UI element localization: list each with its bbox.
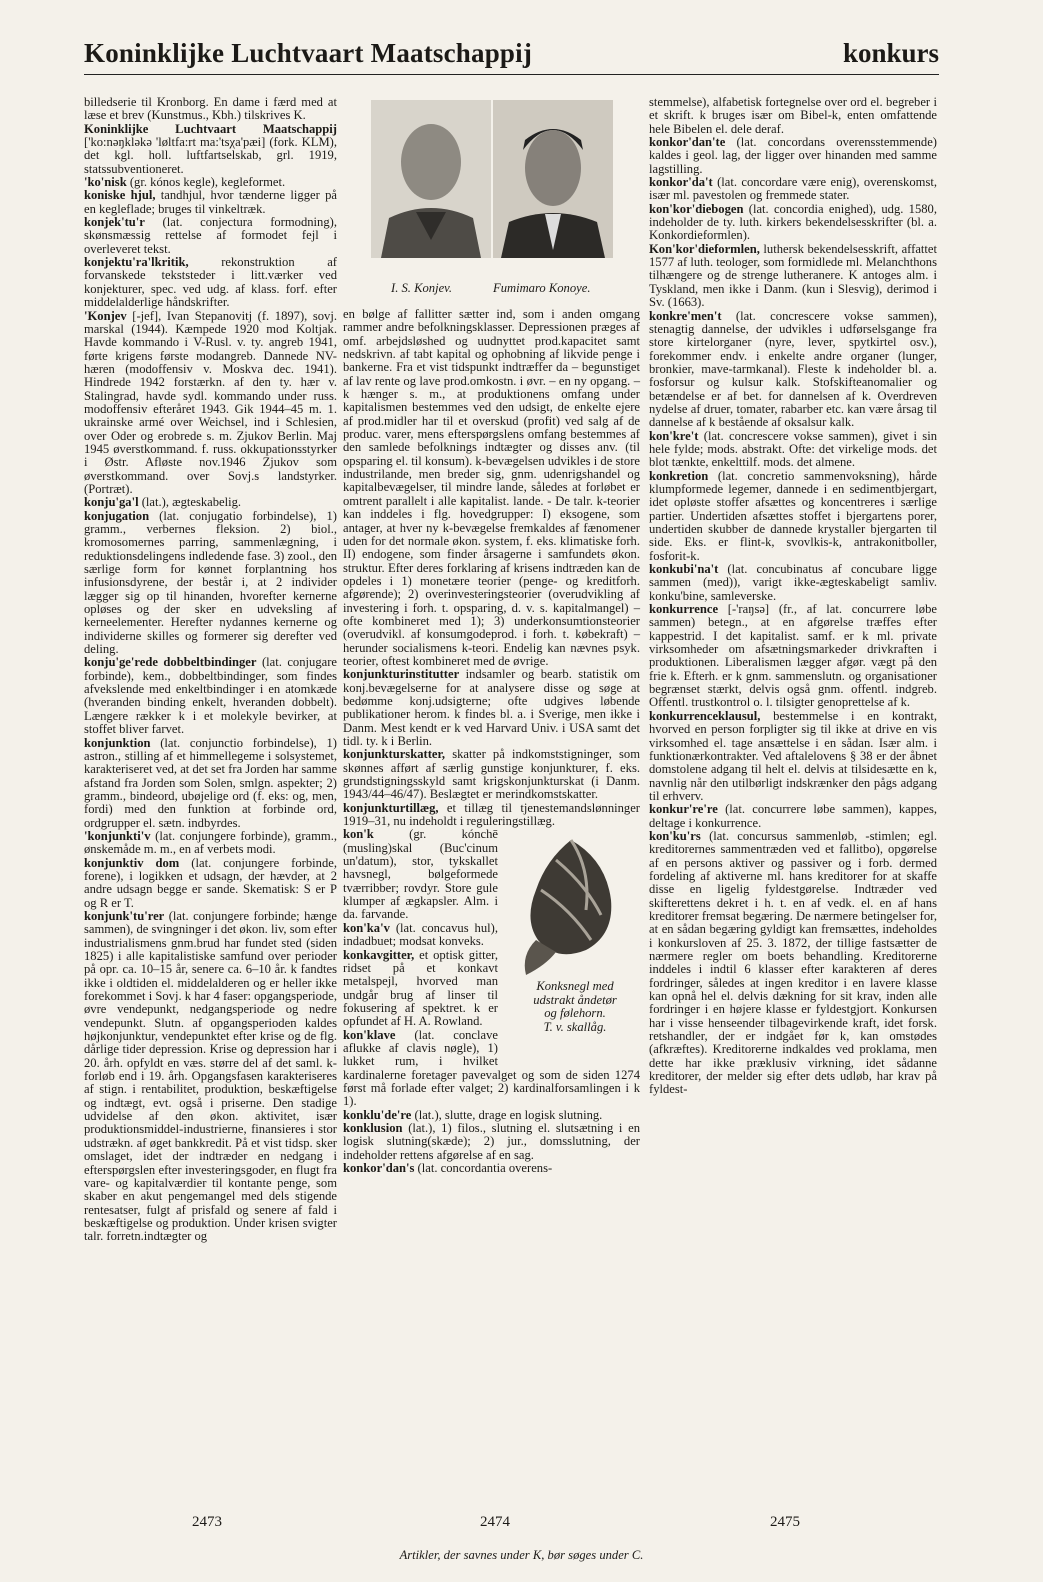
entry-text: indsamler og bearb. statistik om konj.bevægelserne for at analysere disse og søge at bedømme konj.udsigterne; ofte udgives løbende publikationer herom. k findes bl. a. i Sverige, men ikke i Danm. Mest kendt er k ved Harvard Univ. i USA samt det tidl. ty. k i Berlin. <box>343 667 640 748</box>
dictionary-entry <box>84 96 337 123</box>
portrait-konjev-caption: I. S. Konjev. <box>391 281 452 295</box>
dictionary-entry <box>649 603 937 710</box>
entry-headword: kon'ka'v <box>343 920 390 935</box>
dictionary-entry <box>84 496 337 509</box>
entry-text: (lat. concursus sammenløb, -stimlen; egl. kreditorernes sammentræden ved et fallitbo), opgørelse af en persons aktiver og passiver og i forb. dermed fordeling af aktiverne ml. hans kreditorer for at skaffe disse en ligelig fyldestgørelse. Indtræder ved skifterettens dekret i h. t. en af vedk. el. en af hans kreditorer fremsat begæring. De nærmere betingelser for, at en sådan begæring gyldigt kan fremsættes, indeholdes i konkursloven af 25. 3. 1872, der tillige fastsætter de nærmere regler om boets behandling. Kreditorerne inddeles i indtil 6 klasser efter karakteren af deres fordringer, således at ingen kreditor i en lavere klasse kan opnå hel el. delvis dækning for sit krav, inden alle fordringer i en højere klasse er fyldestgjort. Konkursen har i visse henseender tilbagevirkende kraft, idet forsk. retshandler, der er indgået før k, kan omstødes (afkræftes). Kreditorerne indkaldes ved proklama, men dette har ikke præklusiv virkning, idet sådanne kreditorer, der melder sig efter dets udløb, har krav på fyldest- <box>649 828 937 1097</box>
entry-headword: konju'ge'rede dobbeltbindinger <box>84 655 257 670</box>
entry-text: (lat. concrescere vokse sammen), givet i sin hele fylde; mods. abstrakt. Ofte: det virkelige mods. det blot tænkte, enkelttilf. mods. det almene. <box>649 428 937 470</box>
dictionary-entry <box>84 123 337 176</box>
entry-text: [-jef], Ivan Stepanovitj (f. 1897), sovj. marskal (1944). Kæmpede 1920 mod Koltjak. Havde kommando i V-Rusl. v. ty. angreb 1941, førte krigens første modangreb. Dannede NV-hæren (modoffensiv v. Moskva dec. 1941). Hindrede 1942 forstærkn. af den ty. hær v. Stalingrad, havde sydl. kommando under russ. modoffensiv efteråret 1943. Gik 1944–45 m. 1. ukrainske armé over Weichsel, ind i Schlesien, over Oder og erobrede s. m. Zjukov Berlin. Maj 1945 øverstkommand. f. russ. okkupationsstyrker i Østr. Afløste nov.1946 Zjukov som øverstkommand. over Sovj.s landstyrker. (Portræt). <box>84 308 337 496</box>
portraits-figure <box>343 96 640 308</box>
footer-note: Artikler, der savnes under K, bør søges under C. <box>399 1548 644 1562</box>
page-number: 2475 <box>770 1514 800 1530</box>
running-head-right: konkurs <box>842 38 939 68</box>
entry-text: (lat. conjungere forbinde, forene), i logikken et udsagn, der hævder, at 2 andre udsagn begge er sande. Skematisk: S er P og R er T. <box>84 855 337 910</box>
shell-figure <box>504 830 646 1058</box>
page-number: 2473 <box>192 1514 222 1530</box>
entry-headword: konjunk'tu'rer <box>84 908 165 923</box>
entry-headword: konjunktion <box>84 735 151 750</box>
portrait-konjev-image <box>371 100 491 258</box>
column-1 <box>84 96 337 1244</box>
entry-text: (lat. conjungere forbinde; hænge sammen), de svingninger i det økon. liv, som efter industrialismens gnm.brud har fundet sted (siden 1825) i alle kapitalistiske samfund over perioder på opr. ca. 10–15 år, senere ca. 6–10 år. k fandtes ikke i oldtiden el. middelalderen og er heller ikke forekommet i Sovj. k har 4 faser: opgangsperiode, øvre vendepunkt, nedgangsperiode og nedre vendepunkt. Slutn. af opgangsperioden kaldes højkonjunktur, vendepunktet efter krise og de flg. dårlige tider depression. Krise og depression har i 20. årh. opfyldt en væs. større del af det saml. k-forløb end i 19. årh. Opgangsfasen karakteriseres af stign. i rentabilitet, produktion, beskæftigelse og indtægt, evt. også i priserne. Den stadige udvidelse af den økon. aktivitet, især produktionsmiddel-industrierne, finansieres i stor udstrækn. af øget bankkredit. På et vist tidsp. sker omslaget, idet der indtræder en nedgang i efterspørgslen efter investeringsgoder, en flugt fra vare- og kapitalværdier til kontante penge, som skaber en akut pengemangel med dels stigende rentesatser, fulgt af prisfald og senere af fald i beskæftigelse og produktion. Under krisen svigter talr. forretn.indtægter og <box>84 908 337 1244</box>
dictionary-entry <box>84 510 337 657</box>
entry-text: bestemmelse i en kontrakt, hvorved en person forpligter sig til ikke at drive en vis virksomhed el. tage ansættelse i en sådan. Især alm. i funktionærkontrakter. Ved aftalelovens § 38 er der åbnet domstolene adgang til helt el. delvis at tilsidesætte en k, navnlig når den utilbørligt indskrænker den pågs adgang til erhverv. <box>649 708 937 803</box>
header-rule <box>84 74 939 75</box>
dictionary-entry <box>84 910 337 1244</box>
entry-headword: kon'kor'diebogen <box>649 201 744 216</box>
entry-headword: koniske hjul, <box>84 188 156 203</box>
entry-text: (lat. concavus hul), indadbuet; modsat konveks. <box>343 920 498 949</box>
entry-headword: kon'ku'rs <box>649 828 701 843</box>
shell-caption-line: Konksnegl med <box>536 979 614 994</box>
entry-headword: konkor'da't <box>649 175 713 190</box>
dictionary-entry <box>343 1122 640 1162</box>
entry-text: (lat. conjunctio forbindelse), 1) astron., stilling af et himmellegeme i solsystemet, karakteriseret ved, at det set fra Jorden har samme afstand fra Jorden som Solen, smlgn. aspekter; 2) gramm., bindeord, ubøjelige ord (f. eks: og, men, fordi) med den funktion at forbinde ord, ordgrupper el. sætn. indbyrdes. <box>84 735 337 830</box>
entry-text: (lat. concordare være enig), overenskomst, især ml. pavestolen og fremmede stater. <box>649 175 937 203</box>
entry-text: (lat.), 1) filos., slutning el. slutsætning i en logisk slutning(skæde); 2) jur., domsslutning, der indeholder rettens afgørelse af en sag. <box>343 1120 640 1162</box>
dictionary-entry <box>84 656 337 736</box>
entry-text: (lat.), slutte, drage en logisk slutning. <box>411 1107 603 1122</box>
entry-text: en bølge af fallitter sætter ind, som i anden omgang rammer andre befolkningsklasser. Depressionen præges af omf. arbejdsløshed og uudnyttet prod.kapacitet samt nedskrivn. af tabt kapital og ophobning af likvide penge i bankerne. Fra et vist tidspunkt indtræffer da – begunstiget af lav rente og lave prod.omkostn. i øvr. – en ny opgang. – k hænger s. m., at produktionens omfang under kapitalismen bestemmes ved den udsigt, de enkelte ejere af prod.midler har til et overskud (profit) ved salg af de produc. varer, mens efterspørgslens omfang bestemmes af den samlede befolknings indtægter og disses anv. (til opsparing el. til konsum). k-bevægelsen udvikles i de store industrilande, men breder sig, gnm. udenrigshandel og kapitalbevægelser, til mindre lande, således at forløbet er omtrent parallelt i alle kapitalist. lande. - De talr. k-teorier kan inddeles i flg. hovedgrupper: I) eksogene, som antager, at hver ny k-bevægelse fremkaldes af fænomener uden for det normale økon. system, f. eks. klimatiske forh. II) endogene, som finder årsagerne i samfundets økon. struktur. Efter deres forklaring af krisens indtræden kan de opdeles i 1) monetære teorier (penge- og kreditforh. afgørende); 2) overinvesteringsteorier (overudvikling af investering i forh. t. opsparing, d. v. s. kapitalmangel) – ofte kombineret med 1); 3) underkonsumtionsteorier (overudvikl. af konsumgodeprod. i forh. t. købekraft) – herunder socialismens k-teori. Endelig kan nævnes psyk. teorier, oftest kombineret med de øvrige. <box>343 307 640 668</box>
entry-headword: konkavgitter, <box>343 947 415 962</box>
entry-headword: konjugation <box>84 508 150 523</box>
dictionary-entry <box>343 802 640 829</box>
entry-headword: konkor'dan's <box>343 1161 415 1175</box>
entry-headword: Koninklijke Luchtvaart Maatschappij <box>84 121 337 136</box>
entry-text: (gr. kónchē (musling)skal (Buc'cinum un'datum), stor, tykskallet havsnegl, bølgeformede tværribber; rovdyr. Store gule klumper af ægkapsler. Alm. i da. farvande. <box>343 827 498 922</box>
running-head-left: Koninklijke Luchtvaart Maatschappij <box>84 38 533 68</box>
entry-headword: konjunkturskatter, <box>343 747 446 762</box>
dictionary-entry <box>343 1109 640 1122</box>
dictionary-entry <box>649 203 937 243</box>
entry-headword: konklu'de're <box>343 1107 412 1122</box>
dictionary-entry <box>649 710 937 803</box>
entry-headword: 'Konjev <box>84 308 127 323</box>
entry-text: et optisk gitter, ridset på et konkavt metalspejl, hvorved man undgår brug af linser til fokusering af spektret. k er opfundet af H. A. Rowland. <box>343 947 498 1029</box>
dictionary-entry <box>649 803 937 830</box>
dictionary-entry <box>343 668 640 748</box>
entry-text: (lat. concretio sammenvoksning), hårde klumpformede legemer, dannede i en sedimentbjergart, idet opløste stoffer afsættes og koncentreres i særlige partier. Undertiden afsættes stoffet i bjergartens porer, undertiden skubber de dannede krystaller bjergarten til side. Eks. er flint-k, svovlkis-k, antrakonitboller, fosforit-k. <box>649 468 937 563</box>
entry-headword: konkor'dan'te <box>649 135 726 150</box>
entry-text: (lat. conjectura formodning), skønsmæssig rettelse af formodet fejl i overleveret tekst. <box>84 215 337 256</box>
shell-caption-line: udstrakt åndetør <box>533 992 617 1007</box>
entry-headword: konjunkturtillæg, <box>343 800 439 815</box>
entry-headword: konkubi'na't <box>649 562 719 577</box>
entry-headword: kon'klave <box>343 1027 396 1042</box>
portrait-konoye-image <box>493 100 613 258</box>
entry-text: (lat. concrescere vokse sammen), stenagtig dannelse, der udvikles i udførselsgange fra store kirtelorganer (nyre, lever, spytkirtel osv.), forekommer endv. i enkelte andre organer (lunger, bronkier, mave-tarmkanal). Fleste k indeholder bl. a. fosforsur og kulsur kalk. Stofskifteanomalier og betændelse er af bet. for dannelsen af k. Overdreven nydelse af druer, tomater, rabarber etc. kan være årsag til dannelse af k bestående af oksalsur kalk. <box>649 308 937 430</box>
entry-text: (lat. conjugare forbinde), kem., dobbeltbindinger, som findes afvekslende med enkeltbindinger i en atomkæde (hveranden binding enkelt, hveranden dobbelt). Længere rækker k i et molekyle bevirker, at stoffet bliver farvet. <box>84 655 337 737</box>
dictionary-entry <box>84 737 337 830</box>
entry-headword: konkur're're <box>649 802 718 817</box>
column-3 <box>649 96 937 1097</box>
dictionary-entry <box>649 430 937 470</box>
entry-text: (lat. concurrere løbe sammen), kappes, deltage i konkurrence. <box>649 802 937 830</box>
entry-headword: konju'ga'l <box>84 495 139 510</box>
shell-caption-line: T. v. skallåg. <box>543 1019 607 1034</box>
dictionary-entry <box>649 830 937 1097</box>
dictionary-entry <box>84 189 337 216</box>
entry-text: (lat. conclave aflukke af clavis nøgle), 1) lukket rum, i hvilket kardinalerne foretager pavevalget og som de siden 1274 først må forlade efter valget; 2) kardinalforsamlingen i k 1). <box>343 1027 640 1109</box>
shell-caption <box>504 980 646 1034</box>
dictionary-entry <box>649 136 937 176</box>
entry-text: (lat. concordantia overens- <box>414 1161 553 1175</box>
entry-headword: konkurrence <box>649 602 719 617</box>
dictionary-entry <box>343 308 640 668</box>
entry-headword: 'ko'nisk <box>84 175 127 190</box>
entry-headword: konkretion <box>649 468 709 483</box>
entry-text: (lat. concubinatus af concubare ligge sammen (med)), varigt ikke-ægteskabeligt samliv. konku'bine, samleverske. <box>649 562 937 603</box>
entry-text: (lat.), ægteskabelig. <box>138 495 242 510</box>
entry-text: billedserie til Kronborg. En dame i færd med at læse et brev (Kunstmus., Kbh.) tilskrives K. <box>84 95 337 123</box>
entry-text: (lat. conjungere forbinde), gramm., ønskemåde m. m., en af verbets modi. <box>84 828 337 857</box>
dictionary-entry <box>84 216 337 256</box>
entry-text: stemmelse), alfabetisk fortegnelse over ord el. begreber i et skrift. k bruges især om Bibel-k, enten omfattende hele Bibelen el. dele deraf. <box>649 95 937 136</box>
dictionary-entry <box>84 256 337 309</box>
entry-headword: konjunktiv dom <box>84 855 180 870</box>
entry-headword: konjektu'ra'lkritik, <box>84 255 189 270</box>
entry-text: tandhjul, hvor tænderne ligger på en kegleflade; bruges til vinkeltræk. <box>84 188 337 216</box>
entry-text: ['ko:nəŋkləkə 'løltfa:rt ma:'tsχa'pæi] (fork. KLM), det kgl. holl. luftfartselskab, grl. 1919, statssubventioneret. <box>84 135 337 176</box>
dictionary-entry <box>343 748 640 801</box>
entry-headword: konjunkturinstitutter <box>343 667 460 682</box>
dictionary-entry <box>649 310 937 430</box>
entry-text: skatter på indkomststigninger, som skønnes afført af særlig gunstige konjunkturer, f. eks. grundstigningsskyld samt krigskonjunkturskat (i Danm. 1943/44–46/47). Beslægtet er merindkomstskatter. <box>343 747 640 802</box>
entry-text: rekonstruktion af forvanskede tekststeder i litt.værker ved konjekturer, spec. ved udg. af klass. forf. efter middelalderlige håndskrifter. <box>84 255 337 310</box>
dictionary-entry <box>649 470 937 563</box>
dictionary-entry <box>343 1162 640 1175</box>
dictionary-entry <box>649 563 937 603</box>
dictionary-entry <box>84 310 337 497</box>
entry-headword: kon'kre't <box>649 428 699 443</box>
page-number: 2474 <box>480 1514 510 1530</box>
dictionary-entry <box>84 830 337 857</box>
entry-headword: konkre'men't <box>649 308 722 323</box>
entry-text: (lat. concordans overensstemmende) kaldes i geol. lag, der ligger over hinanden med samme lagstilling. <box>649 135 937 176</box>
portrait-konoye-caption: Fumimaro Konoye. <box>493 281 591 295</box>
column-2 <box>343 96 640 1175</box>
whelk-shell-icon <box>516 830 626 980</box>
entry-headword: konjek'tu'r <box>84 215 145 230</box>
dictionary-entry <box>649 96 937 136</box>
entry-text: et tillæg til tjenestemandslønninger 1919–31, nu indeholdt i reguleringstillæg. <box>343 800 640 829</box>
entry-headword: konklusion <box>343 1120 403 1135</box>
entry-headword: Kon'kor'dieformlen, <box>649 241 760 256</box>
entry-headword: kon'k <box>343 827 374 842</box>
dictionary-entry <box>649 243 937 310</box>
entry-text: (gr. kónos kegle), kegleformet. <box>126 175 286 190</box>
entry-text: (lat. conjugatio forbindelse), 1) gramm., verbernes fleksion. 2) biol., kromosomernes parring, sammenlægning, i reduktionsdelingens indledende fase. 3) zool., den særlige form for kønnet forplantning hos infusionsdyrene, der består i, at 2 individer lægger sig op til hinanden, hvorefter kernerne opløses og der sker en udveksling af kerneelementer. Herefter nydannes kernerne og individerne skilles og formerer sig derefter ved deling. <box>84 508 337 657</box>
shell-caption-line: og følehorn. <box>544 1006 606 1021</box>
entry-text: luthersk bekendelsesskrift, affattet 1577 af luth. teologer, som formidlede ml. Melanchthons tilhængere og de strenge lutheranere. K antoges alm. i Tyskland, men ikke i Danm. (kun i Slesvig), derimod i Sv. (1663). <box>649 241 937 310</box>
dictionary-entry <box>84 176 337 189</box>
entry-headword: 'konjunkti'v <box>84 828 151 843</box>
entry-headword: konkurrenceklausul, <box>649 708 761 723</box>
dictionary-entry <box>649 176 937 203</box>
dictionary-entry <box>84 857 337 910</box>
entry-text: (lat. concordia enighed), udg. 1580, indeholder de ty. luth. kirkers bekendelsesskrifter (bl. a. Konkordieformlen). <box>649 201 937 243</box>
entry-text: [-'raŋsə] (fr., af lat. concurrere løbe sammen) betegn., at en afgørelse træffes efter kappestrid. I det kapitalist. samf. er k ml. private virksomheder om afsætningsmarkeder drivkraften i produktionen. Liberalismen lægger afgør. vægt på den frie k. Efterh. er k gnm. sammenslutn. og organisationer begrænset stærkt, delvis også gnm. offentl. indgreb. Offentl. trustkontrol o. l. tilsigter genoprettelse af k. <box>649 602 937 710</box>
